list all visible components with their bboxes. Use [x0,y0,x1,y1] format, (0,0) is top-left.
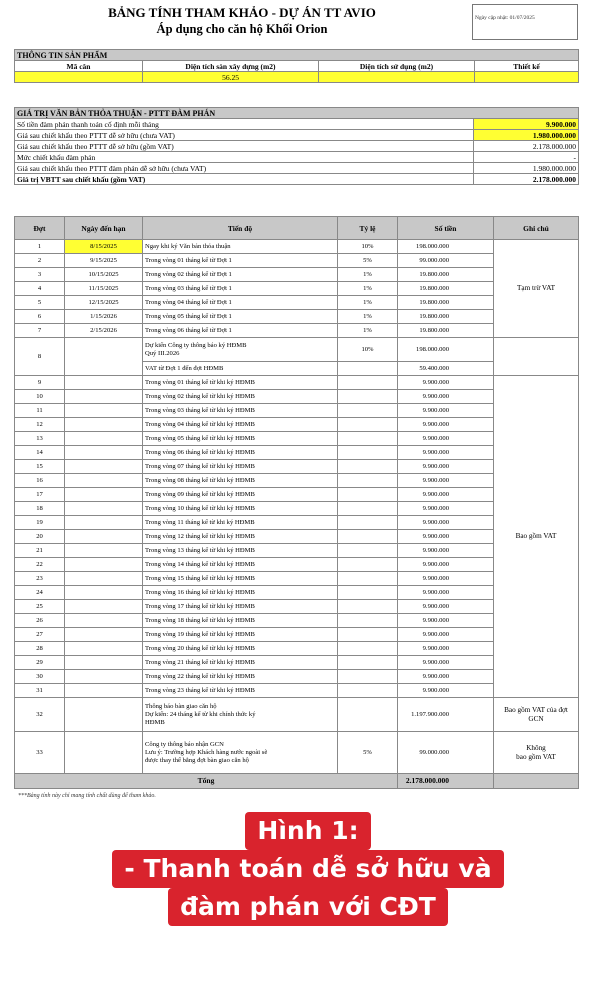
percentage: 1% [338,296,398,310]
valuation-row [15,119,579,130]
progress-desc-line: Lưu ý: Trường hợp Khách hàng nước ngoài sẽ [145,748,268,756]
installment-number: 15 [15,460,65,474]
installment-number: 33 [15,732,65,774]
note-no-vat [494,732,579,774]
percentage: 10% [338,240,398,254]
amount: 19.800.000 [398,324,494,338]
amount: 9.900.000 [398,488,494,502]
progress-desc: Trong vòng 06 tháng kể từ Đợt 1 [143,324,338,338]
installment-number: 19 [15,516,65,530]
installment-number: 3 [15,268,65,282]
percentage [338,558,398,572]
table-row-certificate [15,732,579,774]
due-date [65,446,143,460]
progress-desc: Trong vòng 21 tháng kể từ khi ký HĐMB [143,656,338,670]
progress-desc: Trong vòng 18 tháng kể từ khi ký HĐMB [143,614,338,628]
progress-desc-line: được thay thế bằng đợt bàn giao căn hộ [145,756,249,764]
total-amount: 2.178.000.000 [398,774,494,789]
valuation-row [15,163,579,174]
progress-desc-line: Công ty thông báo nhận GCN [145,740,224,748]
percentage [338,460,398,474]
due-date [65,614,143,628]
progress-desc: Trong vòng 03 tháng kể từ khi ký HĐMB [143,404,338,418]
amount: 9.900.000 [398,446,494,460]
column-header: Thiết kế [475,61,579,72]
due-date: 11/15/2025 [65,282,143,296]
due-date: 12/15/2025 [65,296,143,310]
footnote: ***Bảng tính này chỉ mang tính chất dùng để tham khảo. [18,793,156,799]
installment-number: 7 [15,324,65,338]
percentage [338,628,398,642]
column-header: Diện tích sử dụng (m2) [319,61,475,72]
amount: 9.900.000 [398,460,494,474]
due-date: 2/15/2026 [65,324,143,338]
progress-desc: Trong vòng 08 tháng kể từ khi ký HĐMB [143,474,338,488]
percentage [338,488,398,502]
progress-desc: Trong vòng 04 tháng kể từ khi ký HĐMB [143,418,338,432]
progress-desc: Trong vòng 09 tháng kể từ khi ký HĐMB [143,488,338,502]
note-empty [494,338,579,376]
progress-desc-line: Thông báo bàn giao căn hộ [145,702,217,710]
caption-line: - Thanh toán dễ sở hữu và [112,850,503,888]
due-date [65,390,143,404]
note-line: Không [526,743,546,752]
percentage [338,404,398,418]
due-date [65,488,143,502]
installment-number: 29 [15,656,65,670]
progress-desc-line: HĐMB [145,718,165,726]
installment-number: 5 [15,296,65,310]
percentage [338,572,398,586]
percentage: 1% [338,268,398,282]
progress-desc: VAT từ Đợt 1 đến đợt HĐMB [143,362,338,376]
amount: 9.900.000 [398,628,494,642]
section-title: THÔNG TIN SẢN PHẨM [15,50,579,61]
column-header: Mã căn [15,61,143,72]
amount: 9.900.000 [398,614,494,628]
progress-desc: Trong vòng 04 tháng kể từ Đợt 1 [143,296,338,310]
amount: 59.400.000 [398,362,494,376]
due-date: 1/15/2026 [65,310,143,324]
caption-row [96,850,520,888]
amount: 9.900.000 [398,404,494,418]
table-row [15,376,579,390]
progress-desc [143,338,338,362]
installment-number: 9 [15,376,65,390]
installment-number: 17 [15,488,65,502]
due-date [65,338,143,376]
caption-overlay [96,812,520,926]
progress-desc: Trong vòng 01 tháng kể từ khi ký HĐMB [143,376,338,390]
due-date [65,474,143,488]
progress-desc: Trong vòng 13 tháng kể từ khi ký HĐMB [143,544,338,558]
column-header: Số tiền [398,217,494,240]
progress-desc [143,698,338,732]
section-header-row [15,50,579,61]
progress-desc: Trong vòng 03 tháng kể từ Đợt 1 [143,282,338,296]
installment-number: 21 [15,544,65,558]
amount: 9.900.000 [398,586,494,600]
due-date [65,516,143,530]
percentage [338,376,398,390]
progress-desc: Trong vòng 02 tháng kể từ Đợt 1 [143,268,338,282]
percentage: 1% [338,282,398,296]
valuation-total-row [15,174,579,185]
amount: 19.800.000 [398,268,494,282]
progress-desc: Trong vòng 15 tháng kể từ khi ký HĐMB [143,572,338,586]
due-date [65,600,143,614]
due-date [65,572,143,586]
due-date [65,376,143,390]
progress-desc-line: Dự kiến Công ty thông báo ký HĐMB [145,341,247,349]
column-header: Ghi chú [494,217,579,240]
amount: 1.197.900.000 [398,698,494,732]
valuation-row [15,152,579,163]
valuation-value: 2.178.000.000 [474,174,579,185]
due-date [65,404,143,418]
percentage [338,474,398,488]
percentage [338,544,398,558]
amount: 9.900.000 [398,544,494,558]
progress-desc: Trong vòng 02 tháng kể từ khi ký HĐMB [143,390,338,404]
progress-desc: Trong vòng 23 tháng kể từ khi ký HĐMB [143,684,338,698]
total-row [15,774,579,789]
valuation-row [15,130,579,141]
valuation-value: 1.980.000.000 [474,163,579,174]
percentage: 5% [338,732,398,774]
installment-number: 24 [15,586,65,600]
amount: 9.900.000 [398,558,494,572]
progress-desc: Trong vòng 07 tháng kể từ khi ký HĐMB [143,460,338,474]
percentage [338,432,398,446]
value-row [15,72,579,83]
percentage: 1% [338,310,398,324]
due-date [65,732,143,774]
valuation-value: 9.900.000 [474,119,579,130]
installment-number: 16 [15,474,65,488]
due-date [65,642,143,656]
valuation-label: Giá sau chiết khấu theo PTTT dễ sở hữu (chưa VAT) [15,130,474,141]
installment-number: 13 [15,432,65,446]
installment-number: 30 [15,670,65,684]
update-date: Ngày cập nhật: 01/07/2025 [472,4,578,40]
note-vat-gcn: Bao gồm VAT của đợt GCN [494,698,579,732]
valuation-label: Số tiền đàm phán thanh toán cố định mỗi tháng [15,119,474,130]
progress-desc [143,732,338,774]
amount: 9.900.000 [398,600,494,614]
percentage [338,530,398,544]
valuation-value: 2.178.000.000 [474,141,579,152]
amount: 9.900.000 [398,432,494,446]
percentage [338,698,398,732]
amount: 19.800.000 [398,282,494,296]
progress-desc-line: Dự kiến: 24 tháng kể từ khi chính thức ký [145,710,256,718]
percentage: 1% [338,324,398,338]
amount: 99.000.000 [398,732,494,774]
due-date [65,558,143,572]
document-title: BẢNG TÍNH THAM KHẢO - DỰ ÁN TT AVIO [108,5,376,20]
design-cell [475,72,579,83]
due-date [65,530,143,544]
progress-desc: Trong vòng 14 tháng kể từ khi ký HĐMB [143,558,338,572]
due-date [65,544,143,558]
amount: 9.900.000 [398,502,494,516]
floor-area-cell: 56.25 [143,72,319,83]
column-header-row [15,61,579,72]
due-date [65,684,143,698]
amount: 9.900.000 [398,516,494,530]
valuation-row [15,141,579,152]
amount: 9.900.000 [398,418,494,432]
percentage [338,642,398,656]
progress-desc: Trong vòng 20 tháng kể từ khi ký HĐMB [143,642,338,656]
installment-number: 4 [15,282,65,296]
note-vat-included: Bao gồm VAT [494,376,579,698]
amount: 19.800.000 [398,310,494,324]
percentage [338,446,398,460]
installment-number: 31 [15,684,65,698]
note-vat-deducted: Tạm trừ VAT [494,240,579,338]
amount: 198.000.000 [398,338,494,362]
column-header: Tiến độ [143,217,338,240]
progress-desc: Trong vòng 12 tháng kể từ khi ký HĐMB [143,530,338,544]
percentage: 5% [338,254,398,268]
document-subtitle: Áp dụng cho căn hộ Khối Orion [156,22,328,36]
progress-desc: Trong vòng 17 tháng kể từ khi ký HĐMB [143,600,338,614]
table-row-handover [15,698,579,732]
progress-desc: Trong vòng 05 tháng kể từ khi ký HĐMB [143,432,338,446]
due-date [65,432,143,446]
due-date: 10/15/2025 [65,268,143,282]
installment-number: 14 [15,446,65,460]
total-label: Tổng [15,774,398,789]
schedule-header-row [15,217,579,240]
caption-line: Hình 1: [245,812,370,850]
valuation-value: 1.980.000.000 [474,130,579,141]
due-date: 8/15/2025 [65,240,143,254]
installment-number: 18 [15,502,65,516]
column-header: Đợt [15,217,65,240]
unit-code-cell [15,72,143,83]
installment-number: 20 [15,530,65,544]
amount: 9.900.000 [398,642,494,656]
progress-desc: Trong vòng 19 tháng kể từ khi ký HĐMB [143,628,338,642]
progress-desc: Trong vòng 05 tháng kể từ Đợt 1 [143,310,338,324]
column-header: Diện tích sàn xây dựng (m2) [143,61,319,72]
percentage [338,516,398,530]
progress-desc: Trong vòng 06 tháng kể từ khi ký HĐMB [143,446,338,460]
percentage [338,656,398,670]
product-info-table [14,49,579,83]
installment-number: 10 [15,390,65,404]
table-row [15,240,579,254]
section-title: GIÁ TRỊ VĂN BẢN THỎA THUẬN - PTTT ĐÀM PHÁN [15,108,579,119]
amount: 19.800.000 [398,296,494,310]
amount: 9.900.000 [398,474,494,488]
installment-number: 27 [15,628,65,642]
amount: 9.900.000 [398,376,494,390]
amount: 9.900.000 [398,390,494,404]
column-header: Ngày đến hạn [65,217,143,240]
valuation-value: - [474,152,579,163]
amount: 9.900.000 [398,670,494,684]
amount: 99.000.000 [398,254,494,268]
installment-number: 2 [15,254,65,268]
due-date [65,656,143,670]
due-date [65,502,143,516]
valuation-label: Mức chiết khấu đàm phán [15,152,474,163]
percentage [338,418,398,432]
installment-number: 25 [15,600,65,614]
amount: 9.900.000 [398,530,494,544]
due-date [65,460,143,474]
installment-number: 32 [15,698,65,732]
percentage [338,684,398,698]
percentage [338,600,398,614]
installment-number: 6 [15,310,65,324]
installment-number: 1 [15,240,65,254]
usable-area-cell [319,72,475,83]
section-header-row [15,108,579,119]
due-date [65,628,143,642]
percentage [338,502,398,516]
installment-number: 26 [15,614,65,628]
progress-desc: Ngay khi ký Văn bản thỏa thuận [143,240,338,254]
installment-number: 11 [15,404,65,418]
installment-number: 28 [15,642,65,656]
total-note [494,774,579,789]
valuation-label: Giá trị VBTT sau chiết khấu (gồm VAT) [15,174,474,185]
progress-desc: Trong vòng 10 tháng kể từ khi ký HĐMB [143,502,338,516]
progress-desc: Trong vòng 22 tháng kể từ khi ký HĐMB [143,670,338,684]
due-date [65,418,143,432]
amount: 9.900.000 [398,656,494,670]
title-block [14,4,470,40]
percentage [338,614,398,628]
document-header [14,4,578,40]
percentage [338,586,398,600]
valuation-label: Giá sau chiết khấu theo PTTT đàm phán dễ sở hữu (chưa VAT) [15,163,474,174]
column-header: Tỷ lệ [338,217,398,240]
installment-number: 8 [15,338,65,376]
progress-desc: Trong vòng 16 tháng kể từ khi ký HĐMB [143,586,338,600]
progress-desc: Trong vòng 01 tháng kể từ Đợt 1 [143,254,338,268]
amount: 9.900.000 [398,572,494,586]
installment-number: 12 [15,418,65,432]
due-date [65,698,143,732]
valuation-label: Giá sau chiết khấu theo PTTT dễ sở hữu (gồm VAT) [15,141,474,152]
installment-number: 22 [15,558,65,572]
payment-schedule-table [14,216,579,789]
amount: 9.900.000 [398,684,494,698]
caption-line: đàm phán với CĐT [168,888,448,926]
installment-number: 23 [15,572,65,586]
caption-row [96,812,520,850]
percentage [338,670,398,684]
due-date [65,670,143,684]
monthly-rows [15,376,579,698]
amount: 198.000.000 [398,240,494,254]
percentage [338,362,398,376]
note-line: bao gồm VAT [516,752,556,761]
due-date [65,586,143,600]
caption-row [96,888,520,926]
due-date: 9/15/2025 [65,254,143,268]
percentage: 10% [338,338,398,362]
valuation-table [14,107,579,185]
progress-desc: Trong vòng 11 tháng kể từ khi ký HĐMB [143,516,338,530]
table-row-contract [15,338,579,362]
progress-desc-line: Quý III.2026 [145,349,180,357]
percentage [338,390,398,404]
